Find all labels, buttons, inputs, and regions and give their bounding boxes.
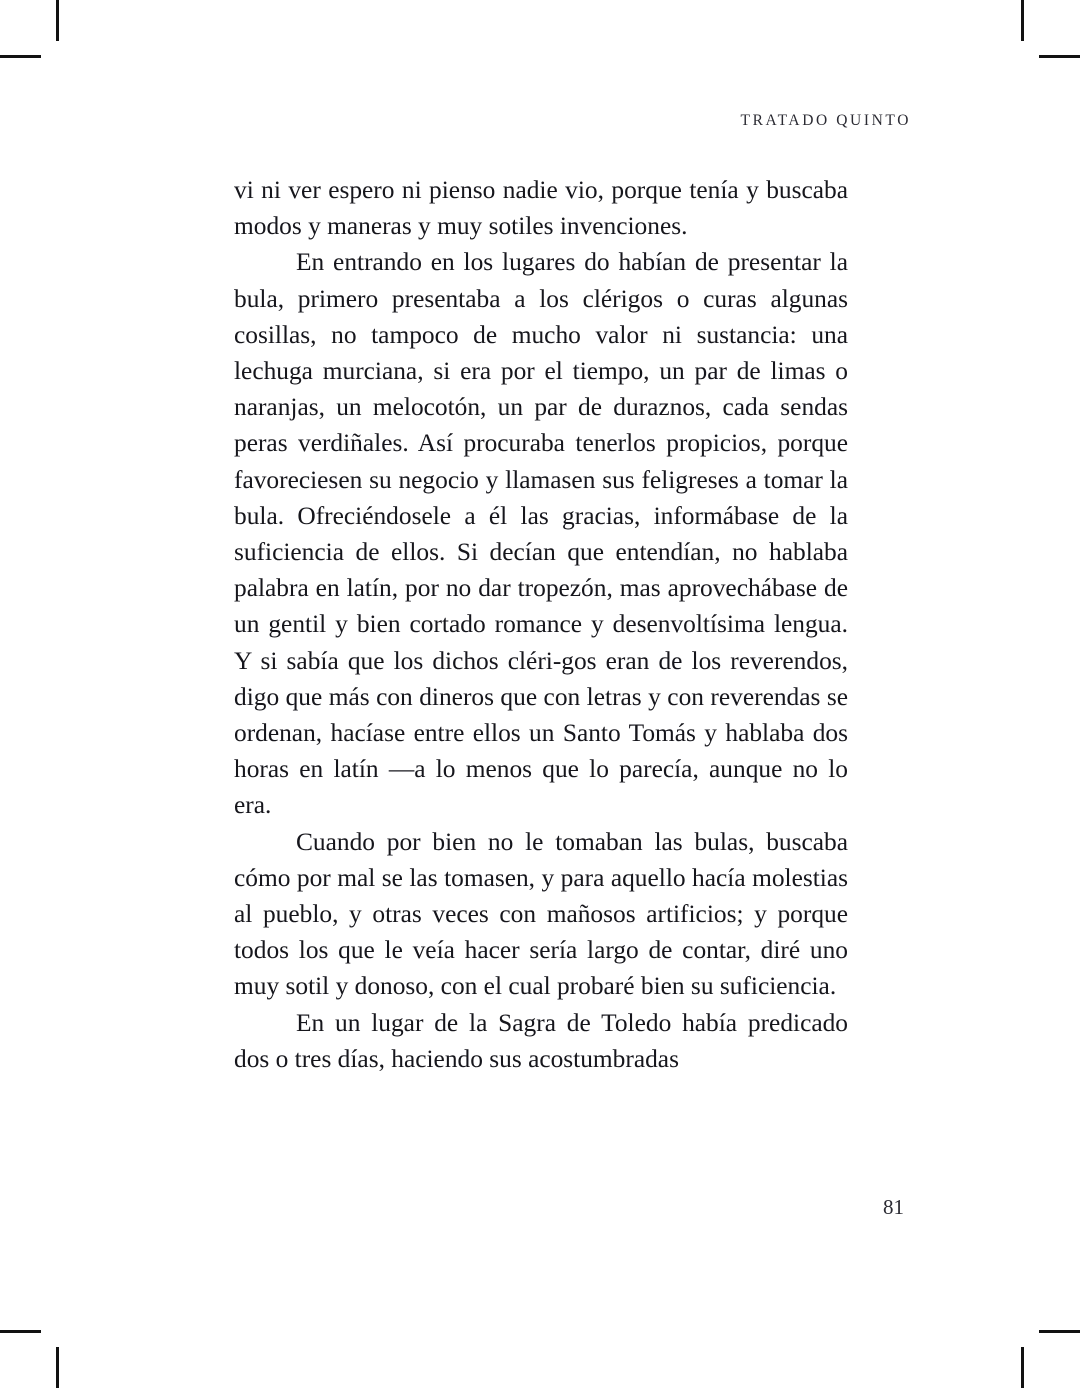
paragraph: Cuando por bien no le tomaban las bulas, buscaba cómo por mal se las tomasen, y para aquello hacía molestias al pueblo, y otras veces con mañosos artificios; y porque todos los que le veía hacer sería largo de contar, diré uno muy sotil y donoso, con el cual probaré bien su suficiencia. [234, 827, 848, 1001]
crop-mark-bottom-left-horizontal [0, 1330, 41, 1333]
paragraph: En un lugar de la Sagra de Toledo había predicado dos o tres días, haciendo sus acostumbradas [234, 1008, 848, 1073]
crop-mark-top-right-vertical [1021, 0, 1024, 41]
crop-mark-top-left-horizontal [0, 55, 41, 58]
page-number: 81 [883, 1195, 904, 1219]
crop-mark-bottom-right-vertical [1021, 1347, 1024, 1388]
crop-mark-top-right-horizontal [1039, 55, 1080, 58]
paragraph: vi ni ver espero ni pienso nadie vio, porque tenía y buscaba modos y maneras y muy sotiles invenciones. [234, 176, 848, 241]
paragraph: En entrando en los lugares do habían de presentar la bula, primero presentaba a los clérigos o curas algunas cosillas, no tampoco de mucho valor ni sustancia: una lechuga murciana, si era por el tiempo, un par de limas o naranjas, un melocotón, un par de duraznos, cada sendas peras verdiñales. Así procuraba tenerlos propicios, porque favoreciesen su negocio y llamasen sus feligreses a tomar la bula. Ofreciéndosele a él las gracias, informábase de la suficiencia de ellos. Si decían que entendían, no hablaba palabra en latín, por no dar tropezón, mas aprovechábase de un gentil y bien cortado romance y desenvoltísima lengua. Y si sabía que los dichos cléri-gos eran de los reverendos, digo que más con dineros que con letras y con reverendas se ordenan, hacíase entre ellos un Santo Tomás y hablaba dos horas en latín —a lo menos que lo parecía, aunque no lo era. [234, 248, 848, 820]
crop-mark-bottom-left-vertical [56, 1347, 59, 1388]
body-text-block [234, 172, 848, 1077]
crop-mark-top-left-vertical [56, 0, 59, 41]
running-head: TRATADO QUINTO [740, 112, 911, 129]
crop-mark-bottom-right-horizontal [1039, 1330, 1080, 1333]
